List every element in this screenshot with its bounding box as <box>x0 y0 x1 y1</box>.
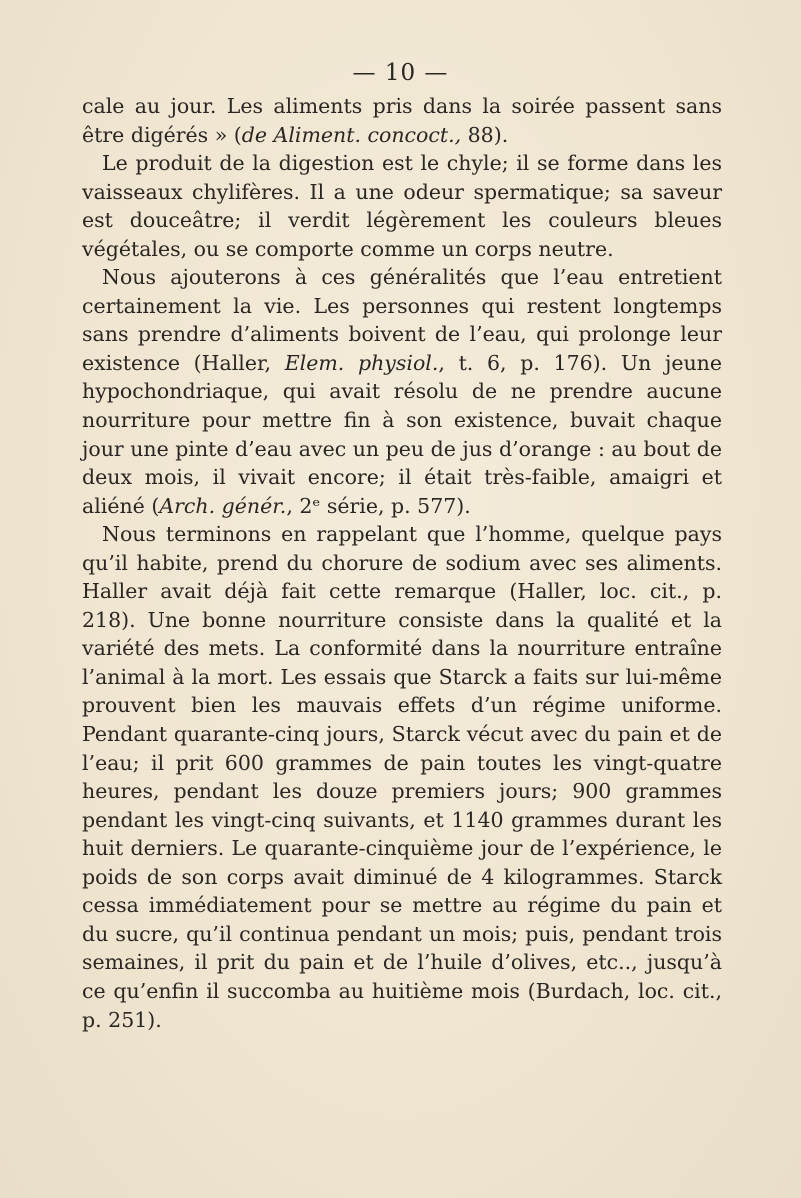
italic-citation: Elem. physiol. <box>284 350 439 375</box>
paragraph-1 <box>82 92 722 149</box>
italic-citation: Arch. génér. <box>159 493 287 518</box>
page-number-header: — 10 — <box>352 60 449 86</box>
text-segment: Nous ajouterons à ces généralités que l’eau entretient certainement la vie. Les personnes qui restent longtemps sans prendre d’aliments boivent de l’eau, qui prolonge leur existence (Haller, <box>82 265 722 375</box>
paragraph-4 <box>82 520 722 1034</box>
text-segment: , 2ᵉ série, p. 577). <box>286 493 471 518</box>
text-segment: , t. 6, p. 176). Un jeune hypochondriaque, qui avait résolu de ne prendre aucune nourriture pour mettre fin à son existence, buvait chaque jour une pinte d’eau avec un peu de jus d’orange : au bout de deux mois, il vivait encore; il était très-faible, amaigri et aliéné ( <box>82 350 723 518</box>
text-segment: Nous terminons en rappelant que l’homme, quelque pays qu’il habite, prend du chorure de sodium avec ses aliments. Haller avait déjà fait cette remarque (Haller, loc. cit., p. 218). Une bonne nourriture consiste dans la qualité et la variété des mets. La conformité dans la nourriture entraîne l’animal à la mort. Les essais que Starck a faits sur lui-même prouvent bien les mauvais effets d’un régime uniforme. Pendant quarante-cinq jours, Starck vécut avec du pain et de l’eau; il prit 600 grammes de pain toutes les vingt-quatre heures, pendant les douze premiers jours; 900 grammes pendant les vingt-cinq suivants, et 1140 grammes durant les huit derniers. Le quarante-cinquième jour de l’expérience, le poids de son corps avait diminué de 4 kilogrammes. Starck cessa immédiatement pour se mettre au régime du pain et du sucre, qu’il continua pendant un mois; puis, pendant trois semaines, il prit du pain et de l’huile d’olives, etc.., jusqu’à ce qu’enfin il succomba au huitième mois (Burdach, loc. cit., p. 251). <box>82 522 722 1032</box>
paragraph-3 <box>82 263 722 520</box>
text-segment: cale au jour. Les aliments pris dans la soirée passent sans être digérés » ( <box>82 94 722 147</box>
text-segment: 88). <box>461 122 509 147</box>
paragraph-2 <box>82 149 722 263</box>
text-segment: Le produit de la digestion est le chyle; il se forme dans les vaisseaux chylifères. Il a une odeur spermatique; sa saveur est douceâtre; il verdit légèrement les couleurs bleues végétales, ou se comporte comme un corps neutre. <box>82 151 722 261</box>
italic-citation: de Aliment. concoct., <box>241 122 462 147</box>
body-text <box>82 92 722 1034</box>
